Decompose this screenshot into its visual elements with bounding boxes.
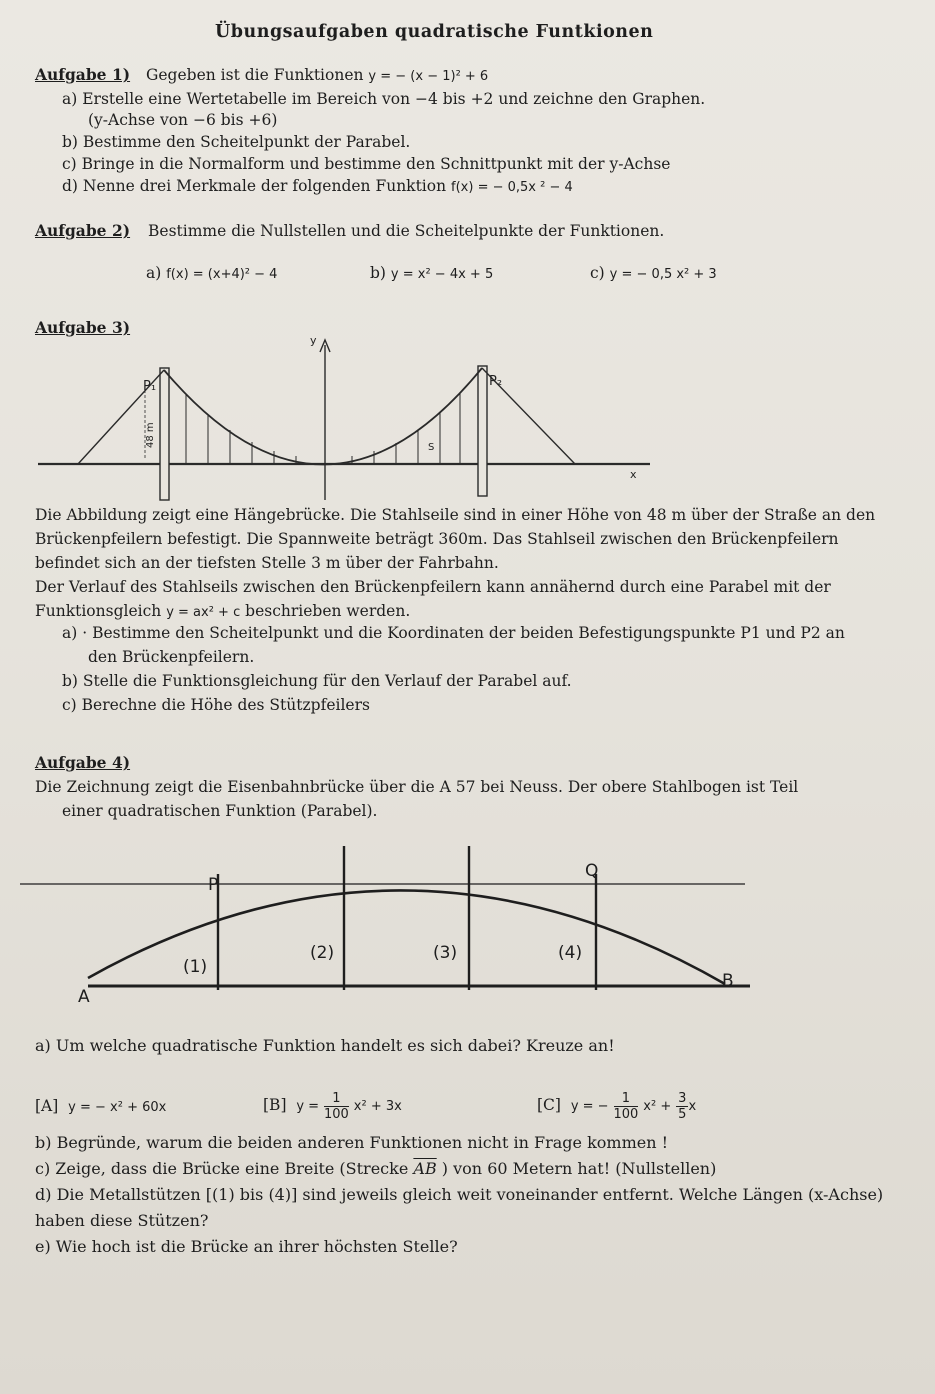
railway-bridge-figure <box>0 830 935 1020</box>
task3-heading: Aufgabe 3) <box>35 318 131 337</box>
task1-d: d) Nenne drei Merkmale der folgenden Funktion f(x) = − 0,5x ² − 4 <box>62 177 573 195</box>
task3-text-1: Die Abbildung zeigt eine Hängebrücke. Die Stahlseile sind in einer Höhe von 48 m über der Straße an den <box>35 506 876 524</box>
task3-b: b) Stelle die Funktionsgleichung für den Verlauf der Parabel auf. <box>62 672 572 690</box>
arch-point-p-label: P <box>208 875 219 895</box>
task2-text: Bestimme die Nullstellen und die Scheitelpunkte der Funktionen. <box>148 222 665 240</box>
task4-question-e: e) Wie hoch ist die Brücke an ihrer höchsten Stelle? <box>35 1237 458 1256</box>
task4-question-d: d) Die Metallstützen [(1) bis (4)] sind jeweils gleich weit voneinander entfernt. Welche Längen (x-Achse) <box>35 1185 884 1204</box>
task2-b: b) y = x² − 4x + 5 <box>370 264 494 282</box>
bridge-support-label: S <box>428 442 435 453</box>
task1-heading: Aufgabe 1) <box>35 65 131 84</box>
option-b: [B] y = $\frac{1}{100}$ x² + 3x <box>263 1090 402 1122</box>
task1-a: a) Erstelle eine Wertetabelle im Bereich von −4 bis +2 und zeichne den Graphen. <box>62 90 706 108</box>
task4-text-1: Die Zeichnung zeigt die Eisenbahnbrücke über die A 57 bei Neuss. Der obere Stahlbogen ist Teil <box>35 778 799 796</box>
suspension-bridge-figure <box>0 0 935 520</box>
task3-text-5: Funktionsgleich y = ax² + c beschrieben werden. <box>35 602 411 620</box>
arch-point-b-label: B <box>722 971 734 991</box>
task3-text-4: Der Verlauf des Stahlseils zwischen den Brückenpfeilern kann annähernd durch eine Parabel mit der <box>35 578 831 596</box>
support-1-label: (1) <box>183 957 208 977</box>
task1-a-note: (y-Achse von −6 bis +6) <box>88 111 278 129</box>
arch-point-a-label: A <box>78 987 90 1007</box>
task1-b: b) Bestimme den Scheitelpunkt der Parabel. <box>62 133 411 151</box>
bridge-x-label: x <box>630 468 637 481</box>
support-3-label: (3) <box>433 943 458 963</box>
task3-a: a) · Bestimme den Scheitelpunkt und die Koordinaten der beiden Befestigungspunkte P1 und P2 an <box>62 624 845 642</box>
task4-question-a: a) Um welche quadratische Funktion handelt es sich dabei? Kreuze an! <box>35 1036 615 1055</box>
task2-c: c) y = − 0,5 x² + 3 <box>590 264 717 282</box>
page-title: Übungsaufgaben quadratische Funtkionen <box>215 22 654 42</box>
task4-question-d-cont: haben diese Stützen? <box>35 1211 209 1230</box>
task1-intro: Gegeben ist die Funktionen y = − (x − 1)² + 6 <box>146 66 489 84</box>
option-c: [C] y = − $\frac{1}{100}$ x² + $\frac{3}{5}$ x <box>537 1090 697 1122</box>
support-4-label: (4) <box>558 943 583 963</box>
task1-c: c) Bringe in die Normalform und bestimme den Schnittpunkt mit der y-Achse <box>62 155 671 173</box>
task4-text-2: einer quadratischen Funktion (Parabel). <box>62 802 378 820</box>
bridge-p1-label: P₁ <box>143 379 157 394</box>
arch-point-q-label: Q <box>585 861 599 881</box>
task2-a: a) f(x) = (x+4)² − 4 <box>146 264 278 282</box>
task3-c: c) Berechne die Höhe des Stützpfeilers <box>62 696 370 714</box>
task3-a-cont: den Brückenpfeilern. <box>88 648 255 666</box>
bridge-y-label: y <box>310 334 317 347</box>
task4-question-c: c) Zeige, dass die Brücke eine Breite (Strecke $\overline{AB}$ ) von 60 Metern hat! (Nullstellen) <box>35 1159 717 1178</box>
support-2-label: (2) <box>310 943 335 963</box>
bridge-p2-label: P₂ <box>489 374 503 389</box>
task4-question-b: b) Begründe, warum die beiden anderen Funktionen nicht in Frage kommen ! <box>35 1133 669 1152</box>
task4-heading: Aufgabe 4) <box>35 753 131 772</box>
task3-text-2: Brückenpfeilern befestigt. Die Spannweite beträgt 360m. Das Stahlseil zwischen den Brückenpfeilern <box>35 530 839 548</box>
task3-text-3: befindet sich an der tiefsten Stelle 3 m über der Fahrbahn. <box>35 554 499 572</box>
task2-heading: Aufgabe 2) <box>35 221 131 240</box>
bridge-height-label: 48 m <box>145 422 156 448</box>
option-a: [A] y = − x² + 60x <box>35 1097 167 1115</box>
